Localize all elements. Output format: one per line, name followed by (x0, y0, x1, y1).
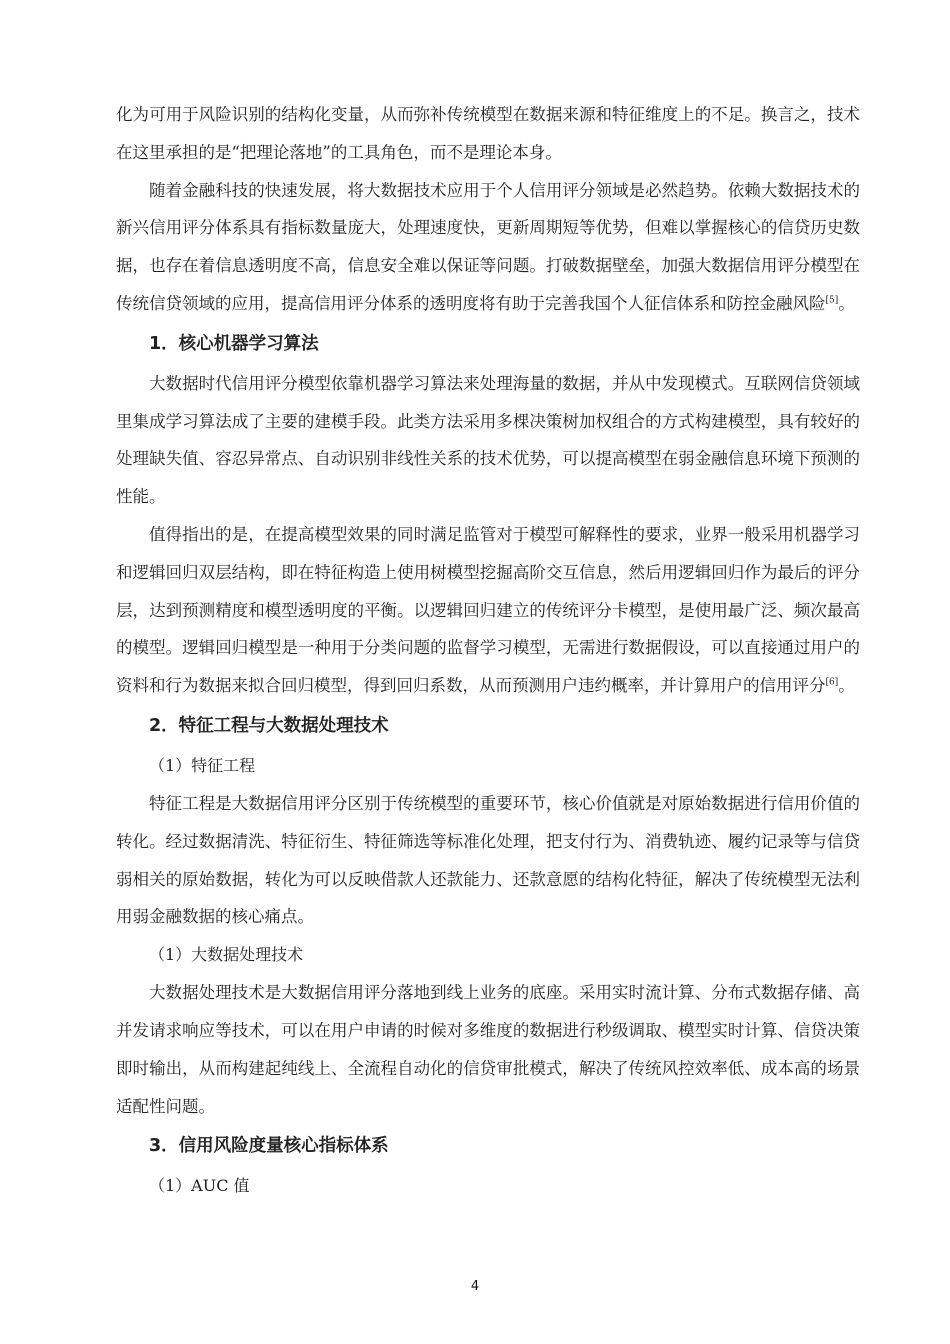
subheading-auc: （1）AUC 值 (149, 1176, 250, 1196)
heading-feature-engineering: 2．特征工程与大数据处理技术 (149, 715, 389, 736)
subheading-big-data-processing: （1）大数据处理技术 (149, 945, 304, 965)
paragraph-5: 特征工程是大数据信用评分区别于传统模型的重要环节，核心价值就是对原始数据进行信用价值的转化。经过数据清洗、特征衍生、特征筛选等标准化处理，把支付行为、消费轨迹、履约记录等与信贷弱相关的原始数据，转化为可以反映借款人还款能力、还款意愿的结构化特征，解决了传统模型无法利用弱金融数据的核心痛点。 (116, 793, 860, 927)
paragraph-6: 大数据处理技术是大数据信用评分落地到线上业务的底座。采用实时流计算、分布式数据存储、高并发请求响应等技术，可以在用户申请的时候对多维度的数据进行秒级调取、模型实时计算、信贷决策即时输出，从而构建起纯线上、全流程自动化的信贷审批模式，解决了传统风控效率低、成本高的场景适配性问题。 (116, 983, 860, 1116)
paragraph-2 (116, 172, 860, 323)
paragraph-4-text: 值得指出的是，在提高模型效果的同时满足监管对于模型可解释性的要求，业界一般采用机器学习和逻辑回归双层结构，即在特征构造上使用树模型挖掘高阶交互信息，然后用逻辑回归作为最后的评分层，达到预测精度和模型透明度的平衡。以逻辑回归建立的传统评分卡模型，是使用最广泛、频次最高的模型。逻辑回归模型是一种用于分类问题的监督学习模型，无需进行数据假设，可以直接通过用户的资料和行为数据来拟合回归模型，得到回归系数，从而预测用户违约概率，并计算用户的信用评分 (116, 524, 860, 696)
paragraph-4-end: 。 (838, 676, 855, 696)
paragraph-3: 大数据时代信用评分模型依靠机器学习算法来处理海量的数据，并从中发现模式。互联网信贷领域里集成学习算法成了主要的建模手段。此类方法采用多棵决策树加权组合的方式构建模型，具有较好的处理缺失值、容忍异常点、自动识别非线性关系的技术优势，可以提高模型在弱金融信息环境下预测的性能。 (116, 373, 860, 507)
heading-credit-risk-metrics: 3．信用风险度量核心指标体系 (149, 1136, 389, 1157)
page-number: 4 (470, 1279, 480, 1294)
paragraph-4 (116, 516, 860, 705)
paragraph-2-end: 。 (838, 293, 855, 313)
heading-machine-learning: 1．核心机器学习算法 (149, 333, 319, 354)
paragraph-1: 化为可用于风险识别的结构化变量，从而弥补传统模型在数据来源和特征维度上的不足。换言之，技术在这里承担的是“把理论落地”的工具角色，而不是理论本身。 (116, 105, 860, 162)
citation-6[interactable]: [6] (825, 677, 839, 688)
paragraph-2-text: 随着金融科技的快速发展，将大数据技术应用于个人信用评分领域是必然趋势。依赖大数据技术的新兴信用评分体系具有指标数量庞大，处理速度快，更新周期短等优势，但难以掌握核心的信贷历史数据，也存在着信息透明度不高，信息安全难以保证等问题。打破数据壁垒，加强大数据信用评分模型在传统信贷领域的应用，提高信用评分体系的透明度将有助于完善我国个人征信体系和防控金融风险 (116, 180, 860, 313)
subheading-feature-engineering: （1）特征工程 (149, 755, 256, 775)
citation-5[interactable]: [5] (825, 295, 839, 306)
page-body (116, 96, 860, 1205)
